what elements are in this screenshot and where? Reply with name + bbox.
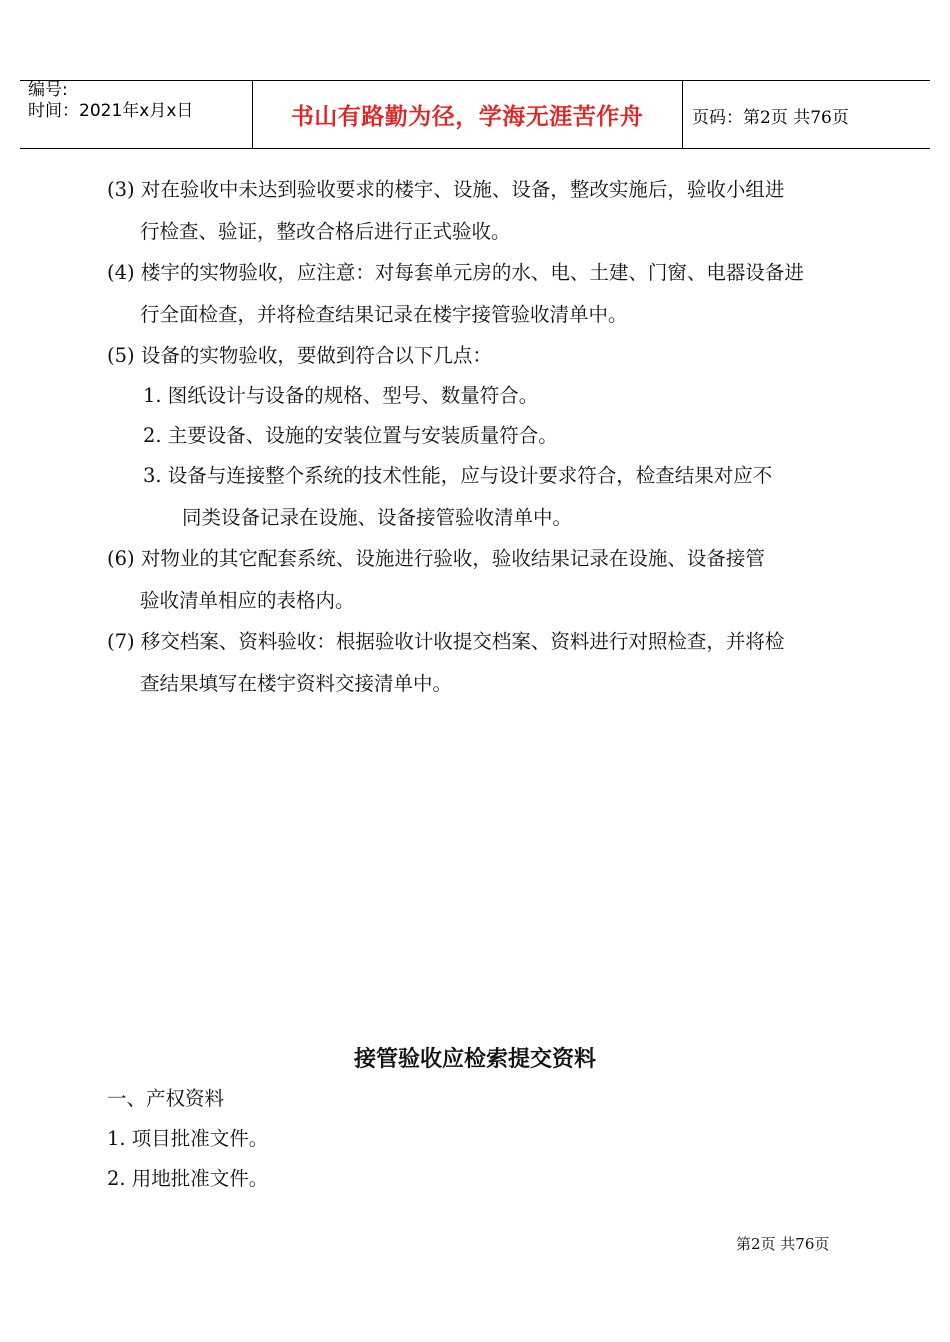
sub-item-2: 2. 主要设备、设施的安装位置与安装质量符合。 <box>143 424 558 447</box>
header-motto: 书山有路勤为径，学海无涯苦作舟 <box>290 104 644 130</box>
item-4-line-1: (4) 楼宇的实物验收，应注意：对每套单元房的水、电、土建、门窗、电器设备进 <box>107 261 804 284</box>
item-7-line-1: (7) 移交档案、资料验收：根据验收计收提交档案、资料进行对照检查，并将检 <box>107 630 785 653</box>
item-5-line-1: (5) 设备的实物验收，要做到符合以下几点： <box>107 344 492 367</box>
header-page-label: 页码：第2页 共76页 <box>692 108 849 128</box>
sub-item-3-line-2: 同类设备记录在设施、设备接管验收清单中。 <box>182 506 573 529</box>
item-3-line-1: (3) 对在验收中未达到验收要求的楼宇、设施、设备，整改实施后，验收小组进 <box>107 178 785 201</box>
item-6-line-1: (6) 对物业的其它配套系统、设施进行验收，验收结果记录在设施、设备接管 <box>107 547 765 570</box>
section-list-item-1: 1. 项目批准文件。 <box>107 1127 269 1150</box>
footer-page-number: 第2页 共76页 <box>736 1235 830 1253</box>
section-heading-property: 一、产权资料 <box>107 1087 225 1110</box>
header-bottom-rule <box>20 148 930 149</box>
item-3-line-2: 行检查、验证，整改合格后进行正式验收。 <box>140 220 511 243</box>
document-number-label: 编号: <box>28 80 68 100</box>
header-divider-right <box>682 80 683 148</box>
document-time-label: 时间：2021年x月x日 <box>28 101 194 121</box>
item-7-line-2: 查结果填写在楼宇资料交接清单中。 <box>140 672 453 695</box>
section-title: 接管验收应检索提交资料 <box>353 1047 596 1072</box>
sub-item-3-line-1: 3. 设备与连接整个系统的技术性能，应与设计要求符合，检查结果对应不 <box>143 464 773 487</box>
sub-item-1: 1. 图纸设计与设备的规格、型号、数量符合。 <box>143 384 539 407</box>
item-6-line-2: 验收清单相应的表格内。 <box>140 589 355 612</box>
section-list-item-2: 2. 用地批准文件。 <box>107 1167 269 1190</box>
header-info <box>28 80 193 122</box>
item-4-line-2: 行全面检查，并将检查结果记录在楼宇接管验收清单中。 <box>140 303 628 326</box>
